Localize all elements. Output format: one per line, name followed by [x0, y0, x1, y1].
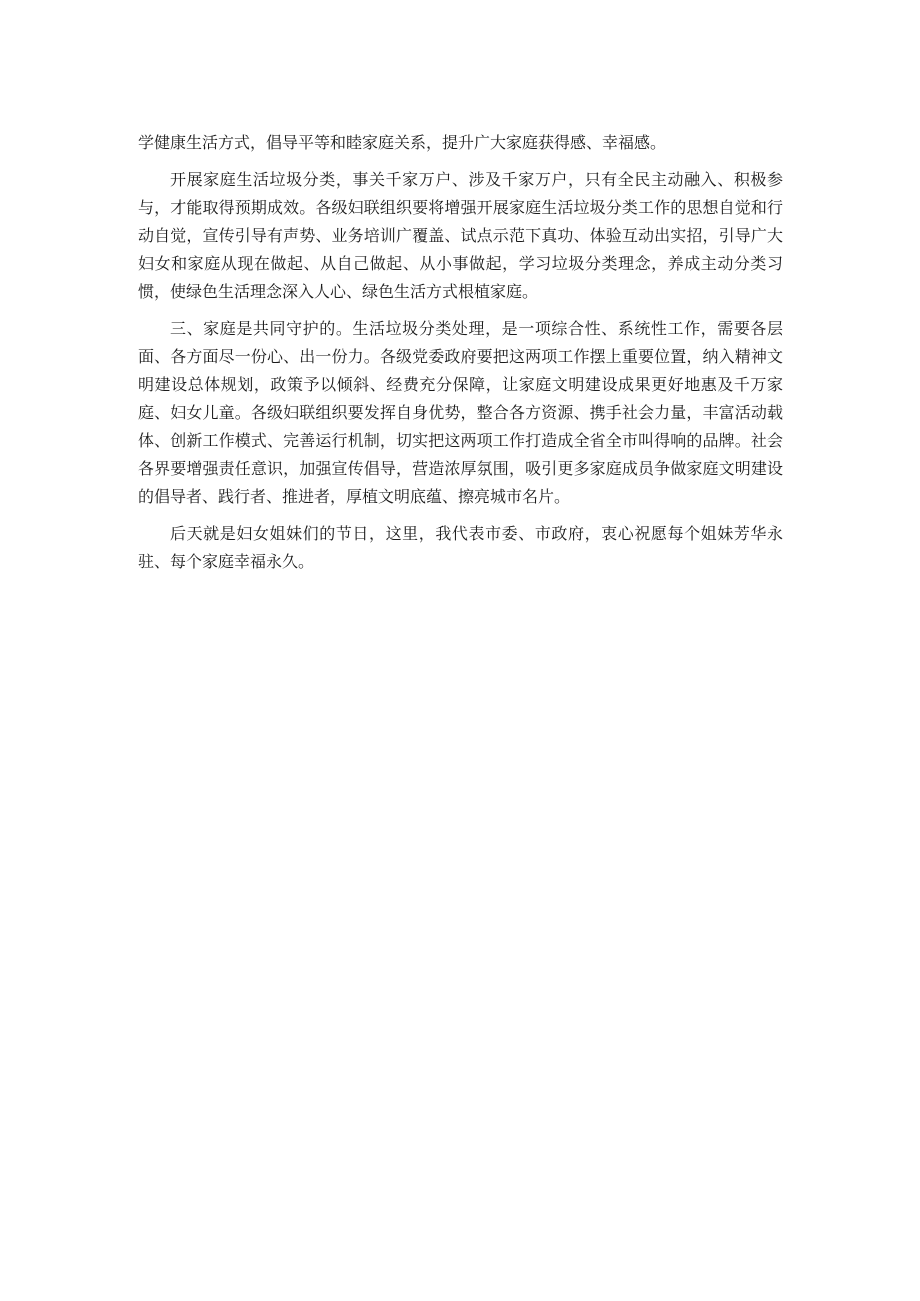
paragraph-closing-wishes: 后天就是妇女姐妹们的节日，这里，我代表市委、市政府，衷心祝愿每个姐妹芳华永驻、每个家庭幸福永久。 — [138, 524, 783, 571]
paragraph-continued: 学健康生活方式，倡导平等和睦家庭关系，提升广大家庭获得感、幸福感。 — [138, 133, 667, 152]
paragraph-garbage-sorting: 开展家庭生活垃圾分类，事关千家万户、涉及千家万户，只有全民主动融入、积极参与，才能取得预期成效。各级妇联组织要将增强开展家庭生活垃圾分类工作的思想自觉和行动自觉，宣传引导有声势、业务培训广覆盖、试点示范下真功、体验互动出实招，引导广大妇女和家庭从现在做起、从自己做起、从小事做起，学习垃圾分类理念，养成主动分类习惯，使绿色生活理念深入人心、绿色生活方式根植家庭。 — [138, 170, 783, 301]
document-body — [138, 129, 783, 585]
paragraph-section-three: 三、家庭是共同守护的。生活垃圾分类处理，是一项综合性、系统性工作，需要各层面、各方面尽一份心、出一份力。各级党委政府要把这两项工作摆上重要位置，纳入精神文明建设总体规划，政策予以倾斜、经费充分保障，让家庭文明建设成果更好地惠及千万家庭、妇女儿童。各级妇联组织要发挥自身优势，整合各方资源、携手社会力量，丰富活动载体、创新工作模式、完善运行机制，切实把这两项工作打造成全省全市叫得响的品牌。社会各界要增强责任意识，加强宣传倡导，营造浓厚氛围，吸引更多家庭成员争做家庭文明建设的倡导者、践行者、推进者，厚植文明底蕴、擦亮城市名片。 — [138, 319, 783, 506]
